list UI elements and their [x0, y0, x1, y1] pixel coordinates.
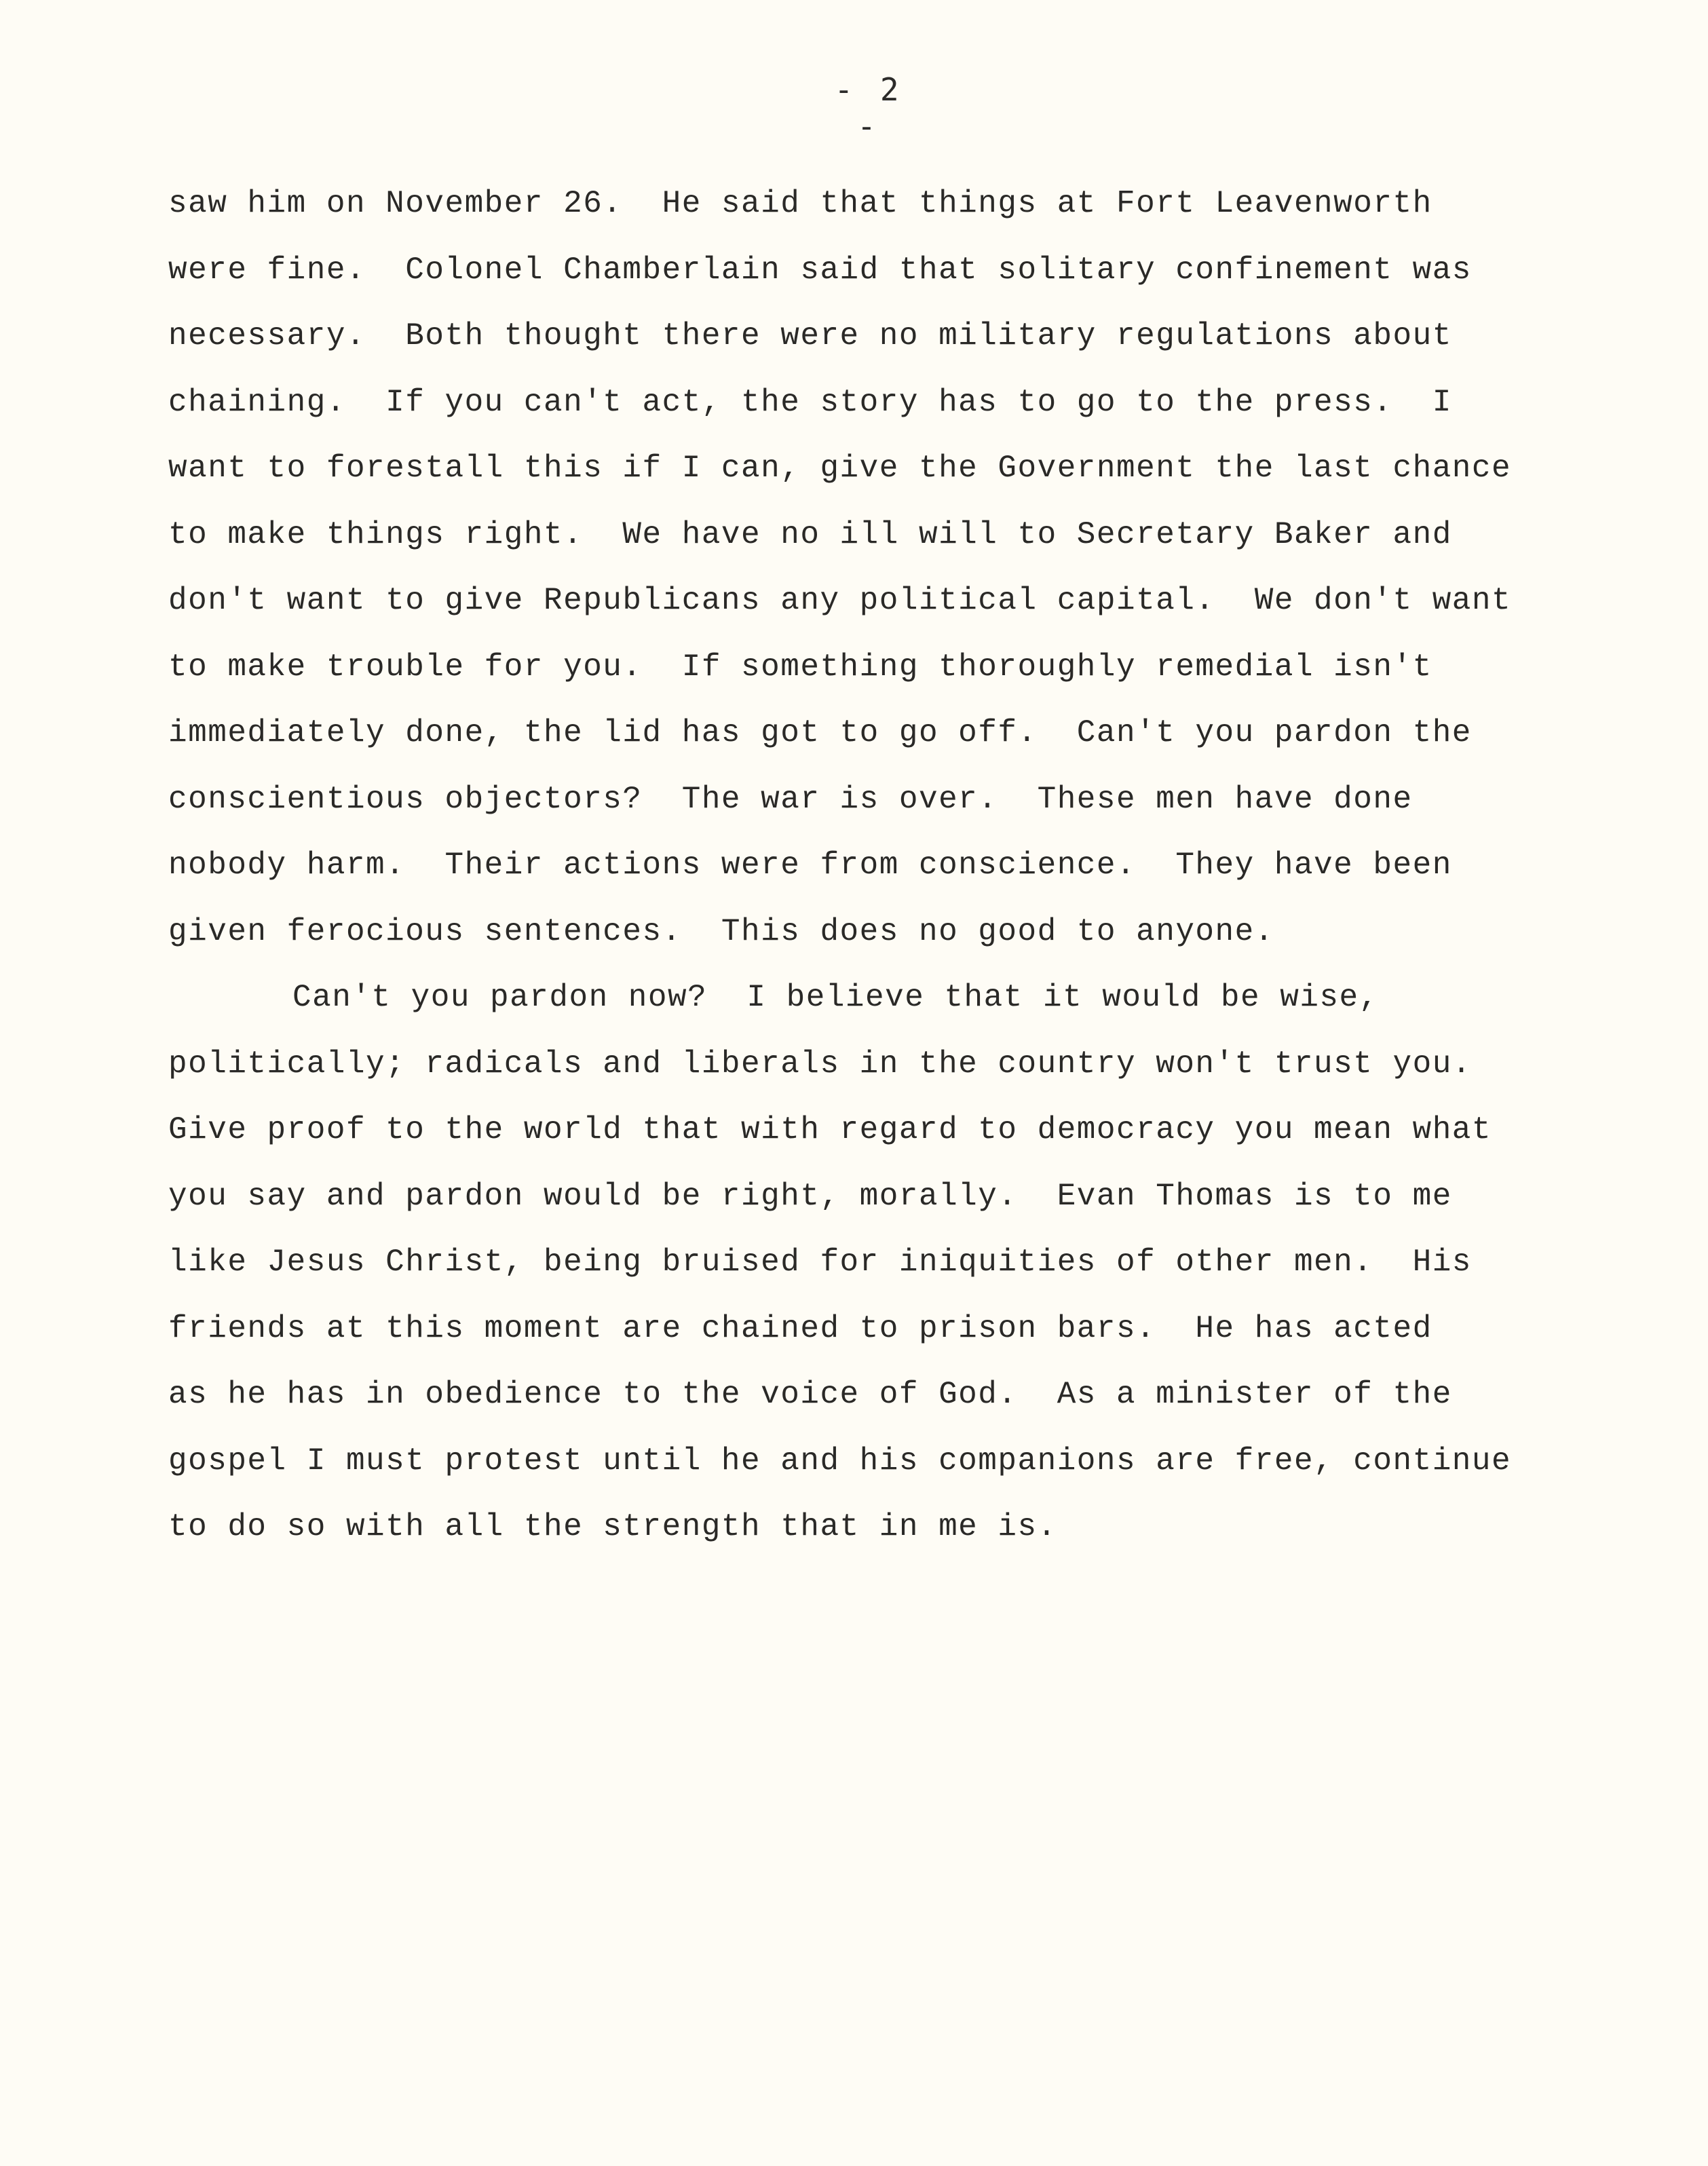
text-line: immediately done, the lid has got to go off. Can't you pardon the	[168, 715, 1472, 750]
text-line: conscientious objectors? The war is over. These men have done	[168, 781, 1413, 817]
text-line: as he has in obedience to the voice of God. As a minister of the	[168, 1377, 1452, 1412]
text-line: given ferocious sentences. This does no good to anyone.	[168, 913, 1274, 949]
text-line: Give proof to the world that with regard to democracy you mean what	[168, 1112, 1492, 1147]
text-line: friends at this moment are chained to prison bars. He has acted	[168, 1310, 1432, 1346]
text-line: nobody harm. Their actions were from conscience. They have been	[168, 848, 1452, 883]
text-line: don't want to give Republicans any political capital. We don't want	[168, 583, 1512, 618]
text-line: to make things right. We have no ill will to Secretary Baker and	[168, 516, 1452, 552]
text-line: want to forestall this if I can, give the Government the last chance	[168, 451, 1512, 486]
paragraph-2	[168, 965, 1648, 1561]
text-line: chaining. If you can't act, the story has to go to the press. I	[168, 384, 1452, 420]
page-number: - 2 -	[834, 71, 903, 145]
text-line: like Jesus Christ, being bruised for iniquities of other men. His	[168, 1244, 1472, 1280]
text-line: to do so with all the strength that in me is.	[168, 1509, 1057, 1544]
paragraph-1	[168, 171, 1648, 965]
text-line: saw him on November 26. He said that things at Fort Leavenworth	[168, 186, 1432, 221]
text-line: to make trouble for you. If something thoroughly remedial isn't	[168, 649, 1432, 685]
text-line: Can't you pardon now? I believe that it would be wise,	[292, 980, 1379, 1015]
text-line: you say and pardon would be right, morally. Evan Thomas is to me	[168, 1178, 1452, 1214]
text-line: politically; radicals and liberals in the country won't trust you.	[168, 1046, 1472, 1082]
text-line: necessary. Both thought there were no military regulations about	[168, 318, 1452, 354]
text-line: gospel I must protest until he and his companions are free, continue	[168, 1443, 1512, 1479]
letter-body	[168, 171, 1648, 1561]
text-line: were fine. Colonel Chamberlain said that solitary confinement was	[168, 252, 1472, 288]
